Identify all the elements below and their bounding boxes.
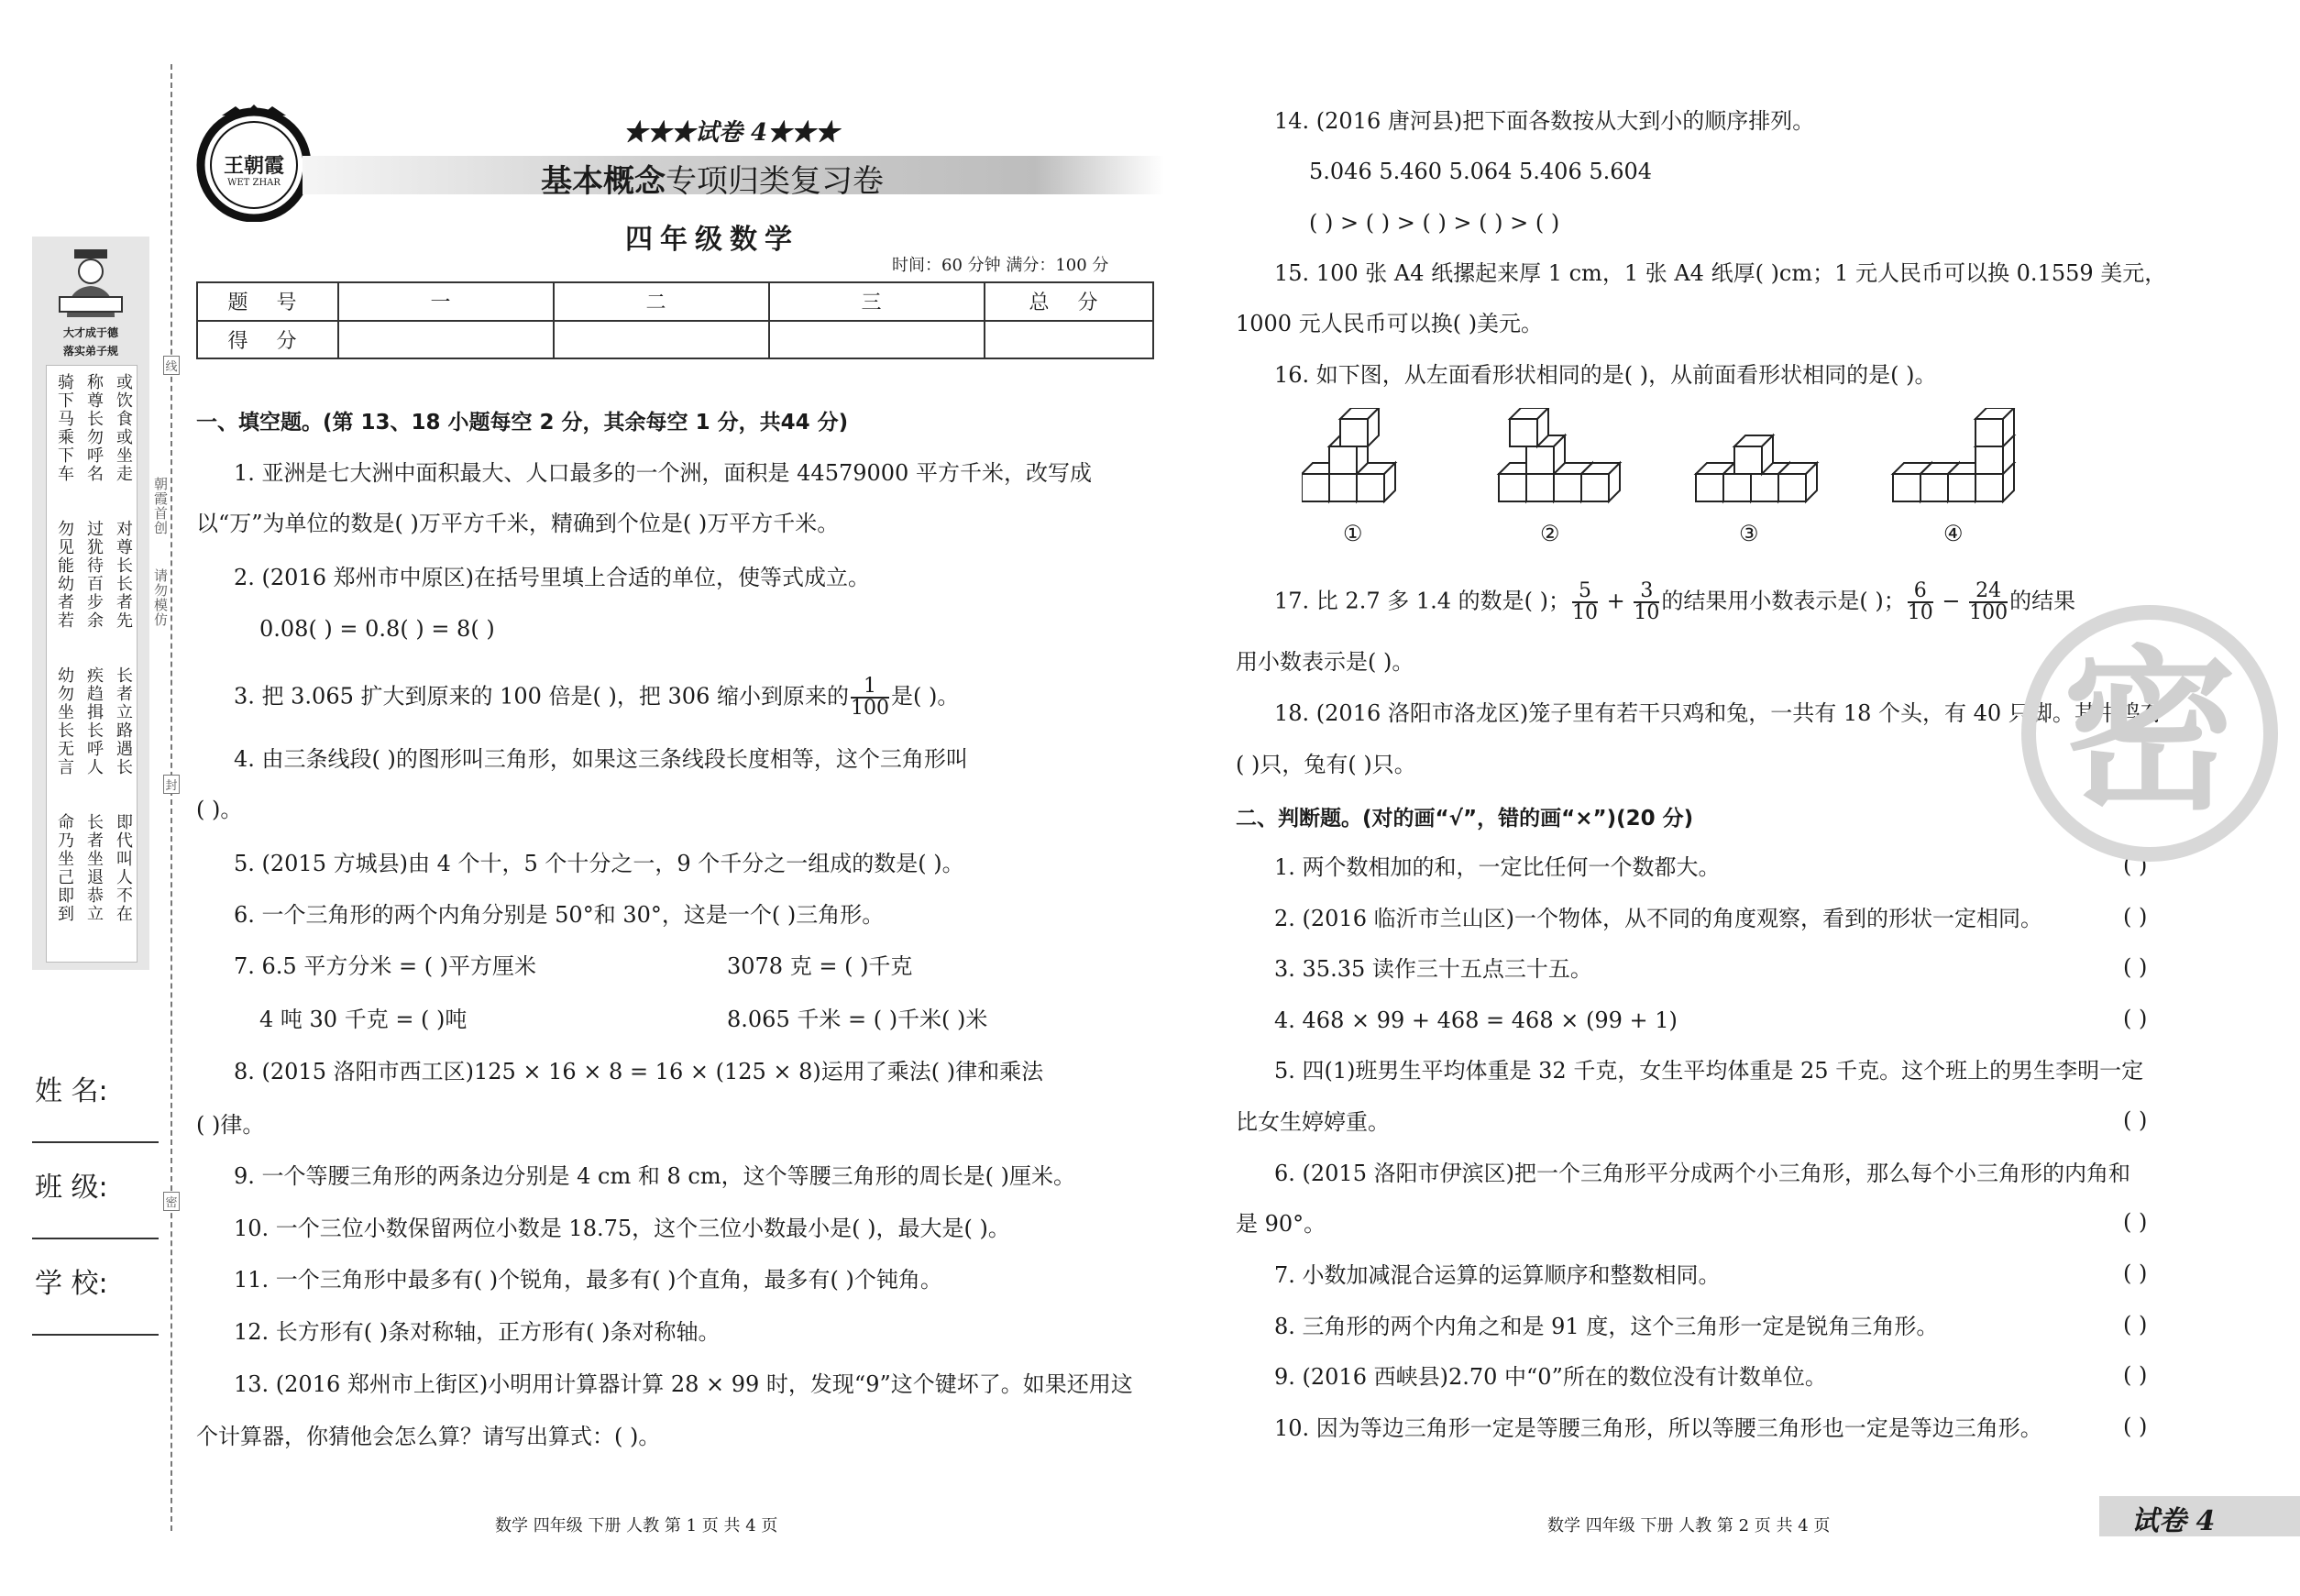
class-field[interactable] [32, 1238, 159, 1239]
subtitle: 四年级数学 [625, 224, 799, 256]
fraction-denominator: 10 [1572, 601, 1599, 624]
motto-column: 过犹待百步余 [84, 520, 104, 630]
fraction-numerator: 1 [851, 677, 889, 699]
answer-paren[interactable]: ( ) [2123, 1006, 2148, 1031]
judge-2: 2. (2016 临沂市兰山区)一个物体，从不同的角度观察，看到的形状一定相同。 [1274, 906, 2042, 931]
motto-column: 对尊长长者先 [114, 520, 133, 630]
margin-note: 请勿模仿 [152, 568, 169, 627]
question-11: 11. 一个三角形中最多有( )个锐角，最多有( )个直角，最多有( )个钝角。 [234, 1267, 942, 1293]
score-cell[interactable] [769, 321, 985, 359]
judge-4: 4. 468 × 99 + 468 = 468 × (99 + 1) [1274, 1007, 1678, 1033]
figure-3 [1696, 435, 1817, 501]
question-6: 6. 一个三角形的两个内角分别是 50°和 30°，这是一个( )三角形。 [234, 902, 885, 928]
footer-tag: 试卷 4 [2131, 1505, 2216, 1537]
score-cell[interactable] [985, 321, 1153, 359]
school-label: 学 校: [35, 1268, 108, 1300]
logo-subtext: WET ZHAR [227, 178, 281, 188]
motto-grid [46, 365, 138, 963]
answer-paren[interactable]: ( ) [2123, 1362, 2148, 1388]
question-3 [234, 677, 959, 719]
fraction-numerator: 6 [1908, 581, 1933, 603]
judge-3: 3. 35.35 读作三十五点三十五。 [1274, 956, 1592, 982]
fraction [1969, 581, 2008, 623]
question-5: 5. (2015 方城县)由 4 个十，5 个十分之一，9 个千分之一组成的数是( )。 [234, 851, 964, 876]
fraction [1908, 581, 1933, 623]
fraction-denominator: 10 [1907, 601, 1933, 624]
question-2b: 0.08( ) = 0.8( ) = 8( ) [259, 616, 495, 642]
question-17b: 的结果用小数表示是( )； [1661, 588, 1906, 614]
judge-6b: 是 90°。 [1236, 1211, 1326, 1237]
motto-column: 命乃坐己即到 [55, 813, 74, 923]
answer-paren[interactable]: ( ) [2123, 1260, 2148, 1286]
question-15a: 15. 100 张 A4 纸摞起来厚 1 cm，1 张 A4 纸厚( )cm；1 元人民币可以换 0.1559 美元， [1274, 260, 2167, 286]
question-7b: 3078 克 = ( )千克 [727, 953, 913, 979]
question-17d: 用小数表示是( )。 [1236, 649, 1414, 675]
seal-mark: 封 [163, 775, 180, 794]
answer-paren[interactable]: ( ) [2123, 904, 2148, 930]
judge-5b: 比女生婷婷重。 [1236, 1109, 1390, 1135]
motto-column: 或饮食或坐走 [114, 373, 133, 483]
fraction-denominator: 10 [1634, 601, 1660, 624]
class-label: 班 级: [35, 1172, 108, 1204]
name-field[interactable] [32, 1141, 159, 1143]
table-row [197, 282, 1153, 321]
motto-column: 勿见能幼者若 [55, 520, 74, 630]
score-cell[interactable] [338, 321, 554, 359]
motto-column: 幼勿坐长无言 [55, 666, 74, 776]
logo-text: 王朝霞 [223, 154, 284, 178]
question-8a: 8. (2015 洛阳市西工区)125 × 16 × 8 = 16 × (125 × 8)运用了乘法( )律和乘法 [234, 1059, 1044, 1084]
fraction-numerator: 24 [1969, 581, 2008, 603]
question-7d: 8.065 千米 = ( )千米( )米 [727, 1007, 988, 1032]
fraction [1634, 581, 1659, 623]
page-footer-right: 数学 四年级 下册 人教 第 2 页 共 4 页 [1547, 1516, 1831, 1535]
cut-line [171, 64, 172, 1531]
margin-note: 朝霞首创 [152, 477, 169, 535]
fraction [1572, 581, 1598, 623]
judge-7: 7. 小数加减混合运算的运算顺序和整数相同。 [1274, 1262, 1721, 1288]
question-4b: ( )。 [196, 797, 243, 822]
name-label: 姓 名: [35, 1075, 108, 1107]
question-17a: 17. 比 2.7 多 1.4 的数是( )； [1274, 588, 1571, 614]
question-18a: 18. (2016 洛阳市洛龙区)笼子里有若干只鸡和兔，一共有 18 个头，有 40 只脚。其中鸡有 [1274, 700, 2162, 726]
answer-paren[interactable]: ( ) [2123, 1209, 2148, 1235]
judge-1: 1. 两个数相加的和，一定比任何一个数都大。 [1274, 854, 1721, 880]
fraction-numerator: 3 [1634, 581, 1659, 603]
table-cell: 三 [769, 282, 985, 321]
figure-label: ① [1343, 521, 1363, 546]
figure-1 [1302, 408, 1395, 501]
exam-title-rest: 专项归类复习卷 [666, 163, 884, 200]
figure-label: ④ [1943, 521, 1964, 546]
answer-paren[interactable]: ( ) [2123, 853, 2148, 878]
answer-paren[interactable]: ( ) [2123, 1414, 2148, 1439]
question-4a: 4. 由三条线段( )的图形叫三角形，如果这三条线段长度相等，这个三角形叫 [234, 746, 968, 772]
motto-column: 骑下马乘下车 [55, 373, 74, 483]
answer-paren[interactable]: ( ) [2123, 954, 2148, 980]
question-9: 9. 一个等腰三角形的两条边分别是 4 cm 和 8 cm，这个等腰三角形的周长是( )厘米。 [234, 1163, 1075, 1189]
question-14c: ( ) > ( ) > ( ) > ( ) > ( ) [1309, 210, 1560, 236]
table-cell: 二 [554, 282, 769, 321]
watermark-glyph: 密 [2062, 631, 2237, 833]
question-7a: 7. 6.5 平方分米 = ( )平方厘米 [234, 953, 537, 979]
answer-paren[interactable]: ( ) [2123, 1107, 2148, 1133]
question-8b: ( )律。 [196, 1112, 265, 1138]
section-1-title: 一、填空题。(第 13、18 小题每空 2 分，其余每空 1 分，共44 分) [196, 411, 849, 435]
motto-line-1: 大才成于德 [62, 326, 118, 339]
question-15b: 1000 元人民币可以换( )美元。 [1236, 311, 1544, 336]
table-row [197, 321, 1153, 359]
question-7c: 4 吨 30 千克 = ( )吨 [259, 1007, 468, 1032]
school-field[interactable] [32, 1334, 159, 1336]
fraction-numerator: 5 [1572, 581, 1598, 603]
motto-column: 长者立路遇长 [114, 666, 133, 776]
section-2-title: 二、判断题。(对的画“√”，错的画“×”)(20 分) [1236, 807, 1694, 831]
sidebar-motto-strip [32, 237, 149, 970]
motto-column: 即代叫人不在 [114, 813, 133, 923]
time-info: 时间：60 分钟 满分：100 分 [892, 256, 1109, 275]
question-10: 10. 一个三位小数保留两位小数是 18.75，这个三位小数最小是( )，最大是( )。 [234, 1216, 1010, 1241]
judge-10: 10. 因为等边三角形一定是等腰三角形，所以等腰三角形也一定是等边三角形。 [1274, 1415, 2042, 1441]
figure-4 [1893, 408, 2014, 501]
motto-column: 疾趋揖长呼人 [84, 666, 104, 776]
question-14b: 5.046 5.460 5.064 5.406 5.604 [1309, 159, 1653, 184]
minus-sign: − [1942, 588, 1961, 614]
question-17 [1274, 581, 2075, 623]
score-table [196, 281, 1154, 359]
question-12: 12. 长方形有( )条对称轴，正方形有( )条对称轴。 [234, 1319, 721, 1345]
motto-column: 称尊长勿呼名 [84, 373, 104, 483]
seal-line-mark: 线 [163, 356, 180, 375]
table-cell: 总 分 [985, 282, 1153, 321]
judge-8: 8. 三角形的两个内角之和是 91 度，这个三角形一定是锐角三角形。 [1274, 1314, 1939, 1339]
question-1a: 1. 亚洲是七大洲中面积最大、人口最多的一个洲，面积是 44579000 平方千米，改写成 [234, 460, 1092, 486]
table-cell: 得 分 [197, 321, 338, 359]
question-1b: 以“万”为单位的数是( )万平方千米，精确到个位是( )万平方千米。 [196, 511, 840, 536]
exam-number-label: ★★★试卷 4★★★ [623, 119, 840, 147]
figure-label: ② [1540, 521, 1560, 546]
question-3b: 是( )。 [890, 683, 960, 710]
secret-seal-watermark [2021, 605, 2278, 862]
fraction-denominator: 100 [850, 697, 889, 720]
table-cell: 题 号 [197, 282, 338, 321]
question-17c: 的结果 [2009, 588, 2076, 614]
secret-mark: 密 [163, 1192, 180, 1211]
question-18b: ( )只，兔有( )只。 [1236, 752, 1416, 777]
exam-title-bold: 基本概念 [541, 163, 666, 200]
judge-9: 9. (2016 西峡县)2.70 中“0”所在的数位没有计数单位。 [1274, 1364, 1827, 1390]
motto-line-2: 落实弟子规 [62, 345, 118, 358]
plus-sign: + [1606, 588, 1625, 614]
fraction [851, 677, 889, 719]
figure-2 [1499, 408, 1620, 501]
judge-6a: 6. (2015 洛阳市伊滨区)把一个三角形平分成两个小三角形，那么每个小三角形的内角和 [1274, 1161, 2130, 1186]
scholar-figure-icon [54, 246, 127, 319]
score-cell[interactable] [554, 321, 769, 359]
cube-figures [1302, 408, 2035, 518]
question-16: 16. 如下图，从左面看形状相同的是( )，从前面看形状相同的是( )。 [1274, 362, 1937, 388]
exam-title [541, 156, 884, 201]
question-14a: 14. (2016 唐河县)把下面各数按从大到小的顺序排列。 [1274, 108, 1815, 134]
judge-5a: 5. 四(1)班男生平均体重是 32 千克，女生平均体重是 25 千克。这个班上的男生李明一定 [1274, 1058, 2144, 1084]
fraction-denominator: 100 [1969, 601, 2008, 624]
motto-column: 长者坐退恭立 [84, 813, 104, 923]
page-footer-left: 数学 四年级 下册 人教 第 1 页 共 4 页 [495, 1516, 778, 1535]
question-13b: 个计算器，你猜他会怎么算？请写出算式：( )。 [196, 1424, 661, 1449]
question-13a: 13. (2016 郑州市上街区)小明用计算器计算 28 × 99 时，发现“9”这个键坏了。如果还用这 [234, 1371, 1133, 1397]
question-2a: 2. (2016 郑州市中原区)在括号里填上合适的单位，使等式成立。 [234, 565, 870, 590]
brand-logo [194, 103, 314, 222]
table-cell: 一 [338, 282, 554, 321]
answer-paren[interactable]: ( ) [2123, 1312, 2148, 1337]
figure-label: ③ [1739, 521, 1759, 546]
question-3a: 3. 把 3.065 扩大到原来的 100 倍是( )，把 306 缩小到原来的 [234, 683, 849, 710]
